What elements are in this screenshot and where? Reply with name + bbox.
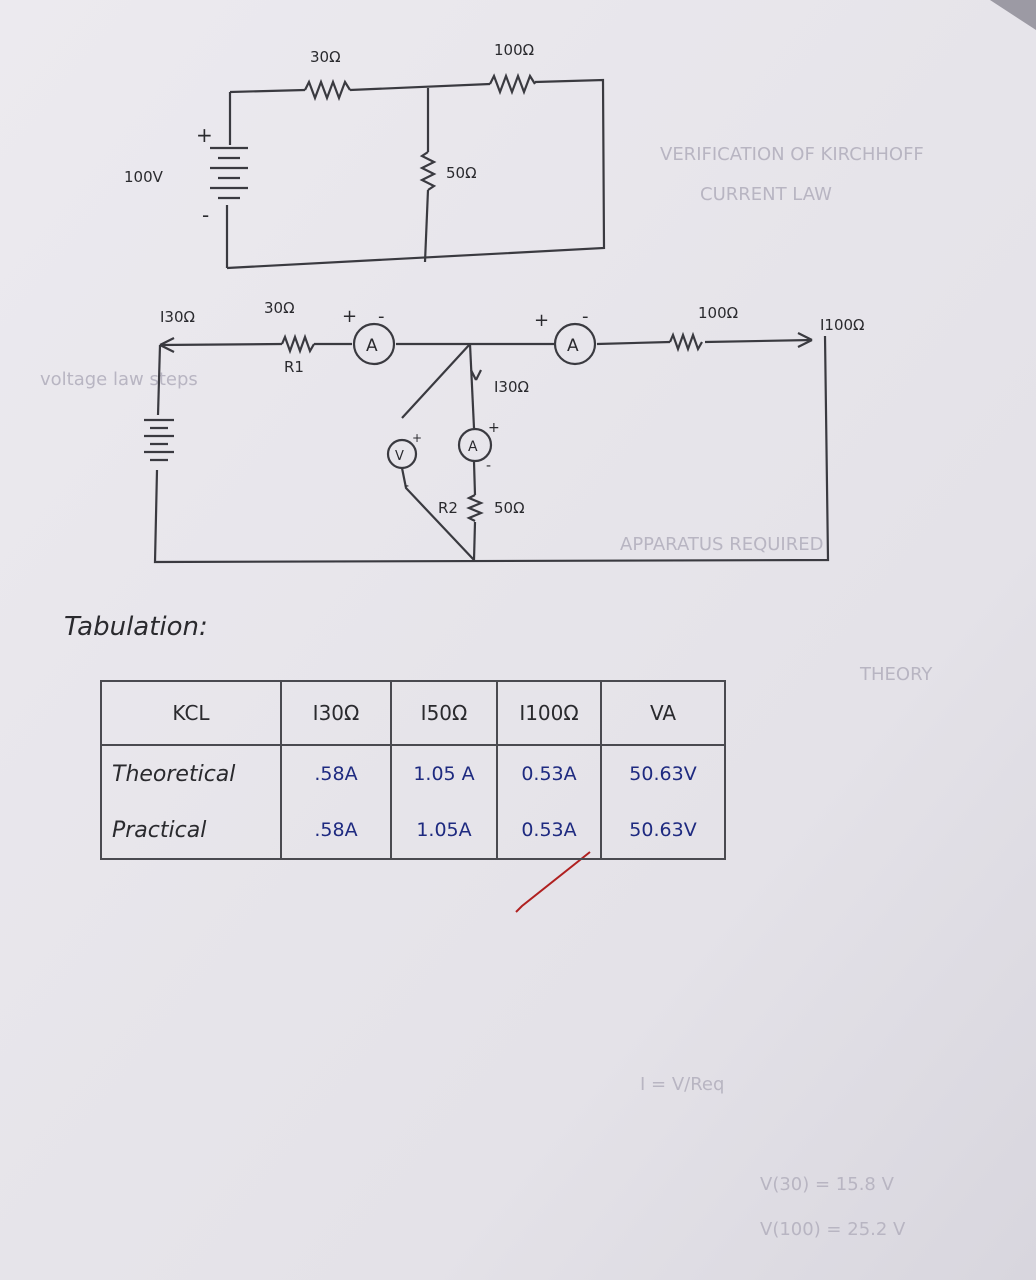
- label-plus-v: +: [412, 431, 423, 445]
- label-minus-a2: -: [582, 306, 589, 327]
- label-plus-a2: +: [534, 310, 550, 331]
- svg-text:VERIFICATION OF KIRCHHOFF: VERIFICATION OF KIRCHHOFF: [660, 144, 924, 165]
- label-i30-mid: I30Ω: [494, 378, 529, 396]
- table-row-theoretical: [101, 745, 725, 802]
- header-kcl: KCL: [101, 681, 281, 745]
- label-ammeter-3: A: [468, 439, 478, 455]
- label-minus-a1: -: [378, 306, 385, 327]
- svg-text:THEORY: THEORY: [860, 664, 933, 685]
- label-plus-a3: +: [488, 420, 500, 436]
- header-i30: I30Ω: [281, 681, 391, 745]
- svg-text:voltage law steps: voltage law steps: [40, 369, 198, 390]
- label-minus-v: -: [404, 478, 410, 494]
- svg-text:V(30) = 15.8 V: V(30) = 15.8 V: [760, 1174, 894, 1195]
- label-r1-name: R1: [284, 358, 304, 376]
- header-i50: I50Ω: [391, 681, 497, 745]
- cell-i50-theoretical: 1.05 A: [391, 745, 497, 802]
- header-va: VA: [601, 681, 725, 745]
- svg-text:V(100) = 25.2 V: V(100) = 25.2 V: [760, 1219, 906, 1240]
- svg-text:I = V/Req: I = V/Req: [640, 1074, 725, 1095]
- cell-i100-practical: 0.53A: [497, 802, 601, 859]
- label-r1-c2: 30Ω: [264, 299, 295, 317]
- table-row-practical: [101, 802, 725, 859]
- cell-i30-theoretical: .58A: [281, 745, 391, 802]
- label-r3-c2: 100Ω: [698, 304, 739, 322]
- cell-i50-practical: 1.05A: [391, 802, 497, 859]
- svg-text:APPARATUS REQUIRED: APPARATUS REQUIRED: [620, 534, 824, 555]
- label-ammeter-1: A: [366, 336, 378, 356]
- row-label-practical: Practical: [101, 802, 281, 859]
- table-header-row: [101, 681, 725, 745]
- label-source-voltage: 100V: [124, 168, 163, 186]
- kcl-table: [100, 680, 726, 860]
- label-voltmeter: V: [395, 449, 404, 464]
- label-plus-c1: +: [196, 123, 213, 147]
- cell-va-practical: 50.63V: [601, 802, 725, 859]
- header-i100: I100Ω: [497, 681, 601, 745]
- label-ammeter-2: A: [567, 336, 579, 356]
- tabulation-title: Tabulation:: [64, 612, 208, 642]
- label-r2-c1: 100Ω: [494, 41, 535, 59]
- cell-va-theoretical: 50.63V: [601, 745, 725, 802]
- label-r2-name: R2: [438, 499, 458, 517]
- cell-i100-theoretical: 0.53A: [497, 745, 601, 802]
- svg-text:CURRENT LAW: CURRENT LAW: [700, 184, 832, 205]
- label-r2-c2: 50Ω: [494, 499, 525, 517]
- label-plus-a1: +: [342, 306, 358, 327]
- label-i100-right: I100Ω: [820, 316, 865, 334]
- label-r1-c1: 30Ω: [310, 48, 341, 66]
- label-minus-a3: -: [486, 458, 492, 474]
- label-r3-c1: 50Ω: [446, 164, 477, 182]
- row-label-theoretical: Theoretical: [101, 745, 281, 802]
- label-i30-left: I30Ω: [160, 308, 195, 326]
- cell-i30-practical: .58A: [281, 802, 391, 859]
- label-minus-c1: -: [202, 203, 210, 227]
